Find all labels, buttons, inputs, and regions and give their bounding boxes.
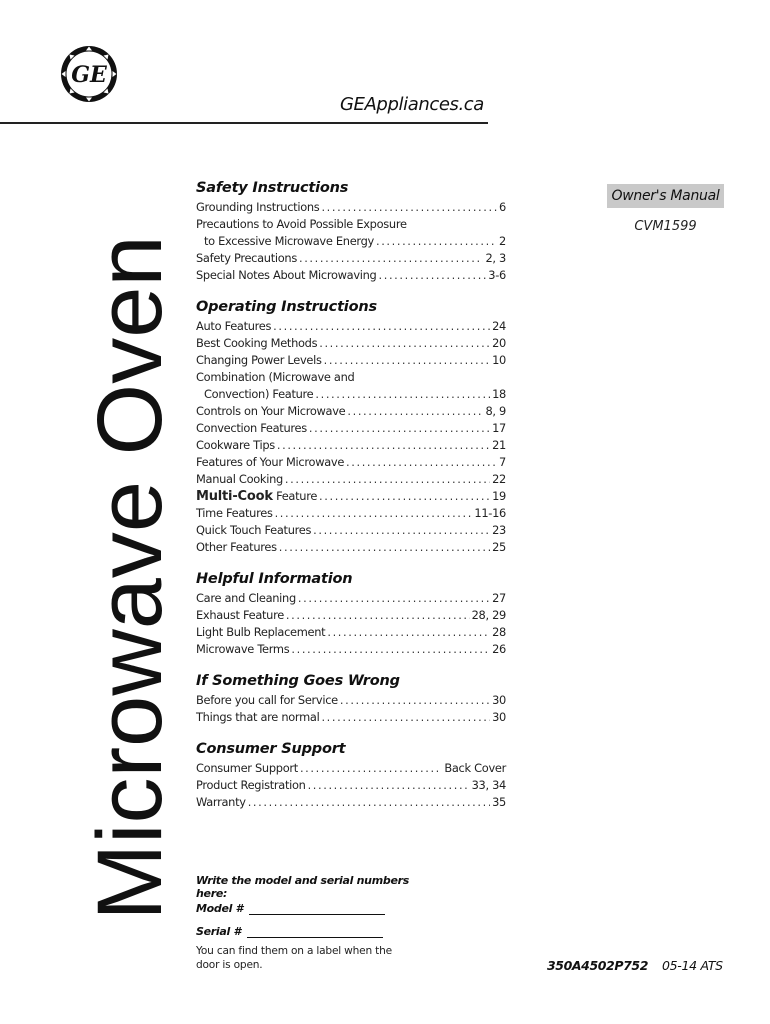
toc-entry-page: 33, 34: [471, 778, 506, 792]
toc-section-heading: Consumer Support: [196, 741, 346, 757]
toc-entry-page: 27: [492, 591, 506, 605]
toc-entry-label: Manual Cooking: [196, 472, 283, 486]
toc-dot-leader: [286, 607, 470, 624]
toc-entry: [196, 352, 506, 369]
ge-logo-text: GE: [71, 62, 107, 88]
toc-entry-label: Changing Power Levels: [196, 353, 322, 367]
toc-section-heading: Safety Instructions: [196, 180, 349, 196]
toc-entry-page: 20: [492, 336, 506, 350]
toc-section: [196, 671, 506, 726]
toc-dot-leader: [299, 250, 483, 267]
toc-entry-label: Care and Cleaning: [196, 591, 296, 605]
table-of-contents: [196, 178, 506, 824]
toc-entry-label: Other Features: [196, 540, 277, 554]
toc-entry: [196, 777, 506, 794]
toc-dot-leader: [309, 420, 490, 437]
toc-entry: [196, 437, 506, 454]
serial-line: [196, 915, 436, 938]
toc-entry: [196, 539, 506, 556]
toc-dot-leader: [321, 199, 497, 216]
toc-dot-leader: [291, 641, 490, 658]
toc-entry-label: Precautions to Avoid Possible Exposure: [196, 217, 407, 231]
toc-entry-page: 3-6: [488, 268, 506, 282]
ge-logo: [59, 44, 119, 104]
toc-entry: [196, 590, 506, 607]
toc-entry: [196, 488, 506, 505]
toc-entry: [196, 794, 506, 811]
toc-entry: [196, 607, 506, 624]
toc-entry: [196, 233, 506, 250]
toc-dot-leader: [248, 794, 490, 811]
toc-entry-label: Features of Your Microwave: [196, 455, 345, 469]
toc-entry-page: 8, 9: [485, 404, 506, 418]
toc-entry: [196, 318, 506, 335]
toc-entry-page: 26: [492, 642, 506, 656]
toc-entry-label: Special Notes About Microwaving: [196, 268, 377, 282]
toc-dot-leader: [379, 267, 487, 284]
toc-entry-label: Exhaust Feature: [196, 608, 284, 622]
model-blank: [249, 900, 385, 915]
toc-dot-leader: [273, 318, 490, 335]
toc-section: [196, 739, 506, 811]
toc-section-heading: If Something Goes Wrong: [196, 673, 400, 689]
model-label: Model #: [196, 902, 243, 915]
toc-entry-page: 23: [492, 523, 506, 537]
toc-entry: [196, 420, 506, 437]
toc-entry-page: 10: [492, 353, 506, 367]
publication-number: 350A4502P752: [547, 958, 649, 973]
toc-entry-label: Warranty: [196, 795, 246, 809]
toc-dot-leader: [300, 760, 442, 777]
toc-entry: [196, 216, 506, 233]
toc-entry: [196, 454, 506, 471]
toc-entry-page: 18: [492, 387, 506, 401]
toc-section: [196, 178, 506, 284]
toc-entry-label: Grounding Instructions: [196, 200, 320, 214]
toc-entry-page: 28: [492, 625, 506, 639]
toc-entry-label: Consumer Support: [196, 761, 298, 775]
header-rule: [0, 122, 488, 124]
page-title: Microwave Oven: [79, 235, 181, 921]
toc-entry-page: 17: [492, 421, 506, 435]
toc-entry-label: Auto Features: [196, 319, 272, 333]
toc-entry-label: Cookware Tips: [196, 438, 275, 452]
toc-entry-page: 22: [492, 472, 506, 486]
toc-entry-label: [196, 488, 317, 505]
toc-entry-page: 30: [492, 693, 506, 707]
toc-entry: [196, 403, 506, 420]
serial-label: Serial #: [196, 925, 241, 938]
toc-entry-label: Quick Touch Features: [196, 523, 312, 537]
record-title: Write the model and serial numbers here:: [196, 874, 409, 900]
toc-dot-leader: [319, 488, 490, 505]
toc-dot-leader: [324, 352, 490, 369]
toc-entry-page: 2, 3: [485, 251, 506, 265]
title-column: [79, 178, 181, 978]
toc-entry-label: Combination (Microwave and: [196, 370, 355, 384]
model-number: CVM1599: [634, 219, 697, 234]
toc-dot-leader: [346, 454, 497, 471]
toc-entry-page: 28, 29: [471, 608, 506, 622]
toc-entry: [196, 522, 506, 539]
toc-entry: [196, 267, 506, 284]
toc-dot-leader: [313, 522, 490, 539]
toc-entry-page: 19: [492, 489, 506, 503]
toc-entry-label: Light Bulb Replacement: [196, 625, 326, 639]
owners-manual-badge: Owner's Manual: [607, 184, 724, 208]
toc-entry-label: Microwave Terms: [196, 642, 290, 656]
toc-entry-page: 35: [492, 795, 506, 809]
toc-entry-label-text: Feature: [276, 489, 318, 503]
toc-entry: [196, 369, 506, 386]
toc-entry: [196, 624, 506, 641]
toc-entry-label: Safety Precautions: [196, 251, 297, 265]
toc-dot-leader: [319, 335, 490, 352]
toc-entry: [196, 471, 506, 488]
toc-entry-bold-prefix: Multi-Cook: [196, 489, 273, 504]
toc-section-heading: Operating Instructions: [196, 299, 377, 315]
toc-entry-label: Best Cooking Methods: [196, 336, 318, 350]
toc-entry-label: Time Features: [196, 506, 273, 520]
model-line: [196, 892, 436, 915]
toc-entry: [196, 199, 506, 216]
toc-section: [196, 297, 506, 556]
toc-entry-page: 21: [492, 438, 506, 452]
toc-entry-label: Controls on Your Microwave: [196, 404, 346, 418]
toc-entry: [196, 505, 506, 522]
toc-dot-leader: [298, 590, 490, 607]
toc-entry-page: 11-16: [474, 506, 506, 520]
toc-entry-page: 25: [492, 540, 506, 554]
toc-entry-page: 24: [492, 319, 506, 333]
toc-dot-leader: [275, 505, 473, 522]
toc-entry-label: Things that are normal: [196, 710, 320, 724]
toc-entry-label: to Excessive Microwave Energy: [204, 234, 374, 248]
toc-entry-label: Product Registration: [196, 778, 306, 792]
toc-dot-leader: [285, 471, 490, 488]
toc-entry: [196, 760, 506, 777]
toc-dot-leader: [340, 692, 490, 709]
toc-entry-label: Before you call for Service: [196, 693, 338, 707]
toc-entry-page: 7: [499, 455, 506, 469]
toc-entry: [196, 386, 506, 403]
date-code: 05-14 ATS: [662, 958, 723, 973]
toc-entry: [196, 335, 506, 352]
toc-entry: [196, 250, 506, 267]
toc-dot-leader: [279, 539, 490, 556]
toc-entry: [196, 709, 506, 726]
toc-entry-page: 6: [499, 200, 506, 214]
website-url: GEAppliances.ca: [340, 94, 484, 115]
serial-blank: [247, 923, 383, 938]
toc-section: [196, 569, 506, 658]
toc-entry: [196, 641, 506, 658]
toc-dot-leader: [347, 403, 483, 420]
toc-dot-leader: [376, 233, 497, 250]
toc-dot-leader: [277, 437, 490, 454]
toc-entry: [196, 692, 506, 709]
toc-entry-label: Convection Features: [196, 421, 307, 435]
toc-dot-leader: [321, 709, 490, 726]
toc-entry-page: Back Cover: [444, 761, 506, 775]
toc-entry-page: 2: [499, 234, 506, 248]
record-note: You can find them on a label when the door is open.: [196, 945, 392, 971]
toc-dot-leader: [327, 624, 490, 641]
toc-entry-page: 30: [492, 710, 506, 724]
model-serial-record: [196, 874, 436, 972]
toc-dot-leader: [308, 777, 470, 794]
toc-entry-label: Convection) Feature: [204, 387, 314, 401]
toc-section-heading: Helpful Information: [196, 571, 353, 587]
toc-dot-leader: [315, 386, 490, 403]
